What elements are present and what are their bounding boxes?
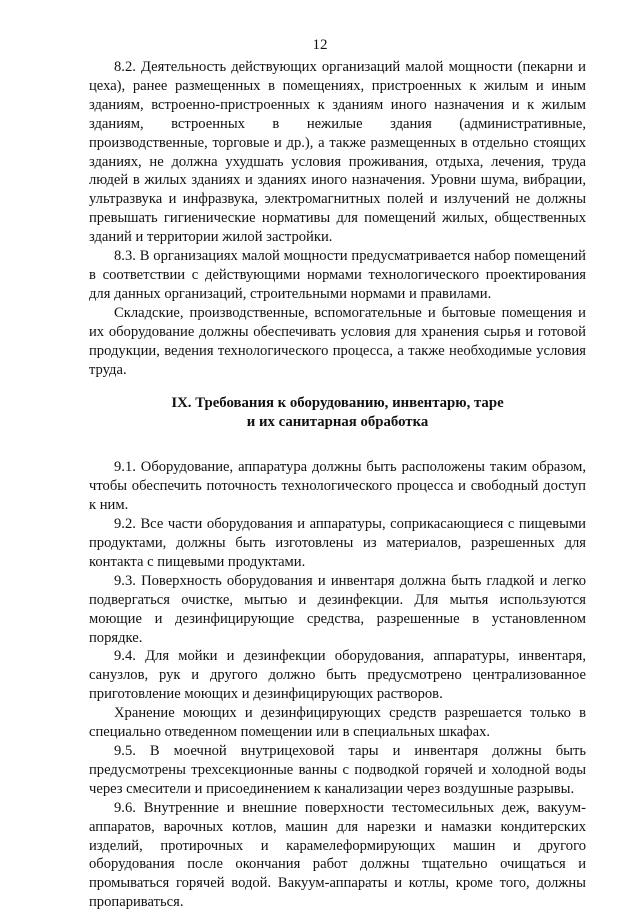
paragraph-9-3: 9.3. Поверхность оборудования и инвентаря должна быть гладкой и легко подвергаться очистке, мытью и дезинфекции. Для мытья используются моющие и дезинфицирующие средства, разрешенные в установленном порядке. <box>89 572 586 646</box>
page-number: 12 <box>312 37 328 53</box>
paragraph-8-3-storage: Складские, производственные, вспомогательные и бытовые помещения и их оборудование должны обеспечивать условия для хранения сырья и готовой продукции, ведения технологического процесса, а также необходимые условия труда. <box>89 304 586 378</box>
paragraph-9-4-storage: Хранение моющих и дезинфицирующих средств разрешается только в специально отведенном помещении или в специальных шкафах. <box>89 705 586 741</box>
section-heading-line-1: IX. Требования к оборудованию, инвентарю, таре <box>171 395 504 412</box>
paragraph-9-4: 9.4. Для мойки и дезинфекции оборудования, аппаратуры, инвентаря, санузлов, рук и другого должно быть предусмотрено централизованное приготовление моющих и дезинфицирующих растворов. <box>89 648 586 703</box>
paragraph-8-3: 8.3. В организациях малой мощности предусматривается набор помещений в соответствии с действующими нормами технологического проектирования для данных организаций, строительными нормами и правилами. <box>89 248 586 302</box>
paragraph-9-5: 9.5. В моечной внутрицеховой тары и инвентаря должны быть предусмотрены трехсекционные ванны с подводкой горячей и холодной воды через смесители и присоединением к канализации через воздушные разрывы. <box>89 743 586 797</box>
section-heading-line-2: и их санитарная обработка <box>246 414 429 431</box>
section-heading-ix <box>89 394 586 432</box>
paragraph-9-6: 9.6. Внутренние и внешние поверхности тестомесильных деж, вакуум-аппаратов, варочных котлов, машин для нарезки и намазки кондитерских изделий, протирочных и карамелеформирующих машин и другого оборудования после окончания работ должны тщательно очищаться и промываться горячей водой. Вакуум-аппараты и котлы, кроме того, должны пропариваться. <box>89 799 586 911</box>
paragraph-9-2: 9.2. Все части оборудования и аппаратуры, соприкасающиеся с пищевыми продуктами, должны быть изготовлены из материалов, разрешенных для контакта с пищевыми продуктами. <box>89 516 586 570</box>
paragraph-9-1: 9.1. Оборудование, аппаратура должны быть расположены таким образом, чтобы обеспечить поточность технологического процесса и свободный доступ к ним. <box>89 459 586 514</box>
document-body <box>89 58 586 912</box>
paragraph-8-2: 8.2. Деятельность действующих организаций малой мощности (пекарни и цеха), ранее размещенных в помещениях, пристроенных к жилым и иным зданиям, встроенно-пристроенных к зданиям иного назначения и к жилым зданиям, встроенных в нежилые здания (административные, производственные, торговые и др.), а также размещенных в отдельно стоящих зданиях, не должна ухудшать условия проживания, отдыха, лечения, труда людей в жилых зданиях и зданиях иного назначения. Уровни шума, вибрации, ультразвука и инфразвука, электромагнитных полей и излучений не должны превышать гигиенические нормативы для помещений жилых, общественных зданий и территории жилой застройки. <box>89 59 586 246</box>
